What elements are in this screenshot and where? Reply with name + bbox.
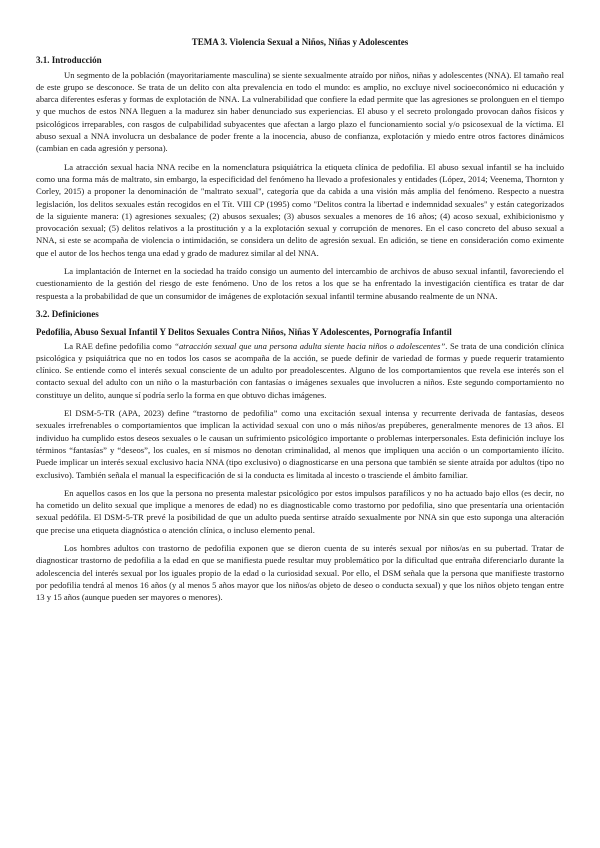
rae-text-before: La RAE define pedofilia como [64, 340, 175, 351]
paragraph-def-dsm: El DSM-5-TR (APA, 2023) define “trastorno de pedofilia” como una excitación sexual intensa y recurrente derivada de fantasías, deseos sexuales irrefrenables o comportamientos que implican la actividad sexual con uno o más niños/as prepúberes, generalmente menores de 13 años. El individuo ha cumplido estos deseos sexuales o le causan un sufrimiento psicológico importante o problemas interpersonales. Esta definición incluye los términos “fantasías” y “deseos”, los cuales, en sí mismos no denotan criminalidad, al menos que impliquen una acción o un comportamiento ilícito. Puede implicar un interés sexual exclusivo hacia NNA (tipo exclusivo) o diagnosticarse en una persona que también se siente atraída por adultos (tipo no exclusivo). También señala el manual la especificación de si la conducta es limitada al incesto o trasciende el ámbito familiar. [36, 408, 564, 480]
rae-quote: “atracción sexual que una persona adulta siente hacia niños o adolescentes” [174, 340, 446, 351]
paragraph-def-rae [36, 340, 564, 401]
paragraph-intro-3: La implantación de Internet en la sociedad ha traído consigo un aumento del intercambio de archivos de abuso sexual infantil, favoreciendo el cuestionamiento de la gestión del riesgo de este fenómeno. Uno de los retos a los que se ha enfrentado la investigación científica es tratar de dar respuesta a la probabilidad de que un consumidor de imágenes de explotación sexual infantil termine abusando realmente de un NNA. [36, 266, 564, 301]
section-heading-introduccion: 3.1. Introducción [36, 55, 102, 66]
paragraph-intro-2: La atracción sexual hacia NNA recibe en la nomenclatura psiquiátrica la etiqueta clínica de pedofilia. El abuso sexual infantil se ha incluido como una forma más de maltrato, sin embargo, la especificidad del fenómeno ha llevado a profesionales y entidades (López, 2014; Veenema, Thornton y Corley, 2015) a proponer la denominación de "maltrato sexual", categoría que da cabida a una visión más amplia del fenómeno. Respecto a nuestra legislación, los delitos sexuales están recogidos en el Tít. VIII CP (1995) como "Delitos contra la libertad e indemnidad sexuales" y están categorizados de la siguiente manera: (1) agresiones sexuales; (2) abusos sexuales; (3) abusos sexuales a menores de 16 años; (4) acoso sexual, exhibicionismo y provocación sexual; (5) delitos relativos a la prostitución y a la explotación sexual y corrupción de menores. En el caso concreto del abuso sexual a NNA, si este se acompaña de violencia o intimidación, se considera un delito de agresión sexual. En adición, se tiene en consideración como eximente que el autor de los hechos tenga una edad y grado de madurez similar al del NNA. [36, 161, 564, 258]
paragraph-def-puberty: Los hombres adultos con trastorno de pedofilia exponen que se dieron cuenta de su interés sexual por niños/as en su pubertad. Tratar de diagnosticar trastorno de pedofilia a la edad en que se manifiesta puede resultar muy problemático por la dificultad que entraña diferenciarlo durante la adolescencia del interés sexual por los iguales propio de la edad o la curiosidad sexual. Por ello, el DSM señala que la persona que manifieste trastorno por pedofilia tendrá al menos 16 años (y al menos 5 años mayor que los niños/as objeto de deseo o conducta sexual) y que los niños objeto tengan entre 13 y 15 años (aunque pueden ser mayores o menores). [36, 542, 564, 603]
rae-text-after: . Se trata de una condición clínica psicológica y psiquiátrica que no en todos los casos se acompaña de la acción, se puede definir de variedad de formas y puede requerir tratamiento clínico. Se entiende como el interés sexual consciente de un adulto por preadolescentes. Alguno de los comportamientos que revela ese interés son el contacto sexual del adulto con un niño o la masturbación con fantasías o imágenes sexuales que involucren a niños. Este segundo comportamiento no constituye un delito, aunque sí podría serlo la forma en que obtuvo dichas imágenes. [36, 340, 564, 400]
section-heading-definiciones: 3.2. Definiciones [36, 308, 99, 319]
subsection-heading-pedofilia: Pedofilia, Abuso Sexual Infantil Y Delitos Sexuales Contra Niños, Niñas Y Adolescentes, Pornografía Infantil [36, 327, 452, 338]
document-title: TEMA 3. Violencia Sexual a Niños, Niñas y Adolescentes [191, 37, 409, 47]
paragraph-def-orientation: En aquellos casos en los que la persona no presenta malestar psicológico por estos impulsos parafílicos y no ha actuado bajo ellos (es decir, no ha cometido un delito sexual que implique a menores de edad) no es diagnosticable como trastorno por pedofilia, sino que presentaría una orientación sexual pedófila. El DSM-5-TR prevé la posibilidad de que un adulto pueda sentirse atraído sexualmente por NNA sin que esto suponga una alteración que precise una etiqueta diagnóstica o atención clínica, o incluso elemento penal. [36, 487, 564, 535]
paragraph-intro-1: Un segmento de la población (mayoritariamente masculina) se siente sexualmente atraído por niños, niñas y adolescentes (NNA). El tamaño real de este grupo se desconoce. Se trata de un delito con alta prevalencia en todo el mundo: es amplio, no excluye nivel socioeconómico ni educación y abarca diferentes esferas y formas de explotación de NNA. La vulnerabilidad que confiere la edad permite que las agresiones se prolonguen en el tiempo y que muchos de estos NNA lleguen a la madurez sin haber denunciado sus experiencias. El abuso y el secreto prolongado provocan daños físicos y psicológicos irreparables, con rasgos de culpabilidad subyacentes que afectan a largo plazo el funcionamiento social y/o psicosexual de la víctima. El abuso sexual a NNA involucra un desbalance de poder frente a la inocencia, abuso de confianza, explotación y miedo entre otros factores dinámicos (cambian en cada agresión y persona). [36, 69, 564, 154]
